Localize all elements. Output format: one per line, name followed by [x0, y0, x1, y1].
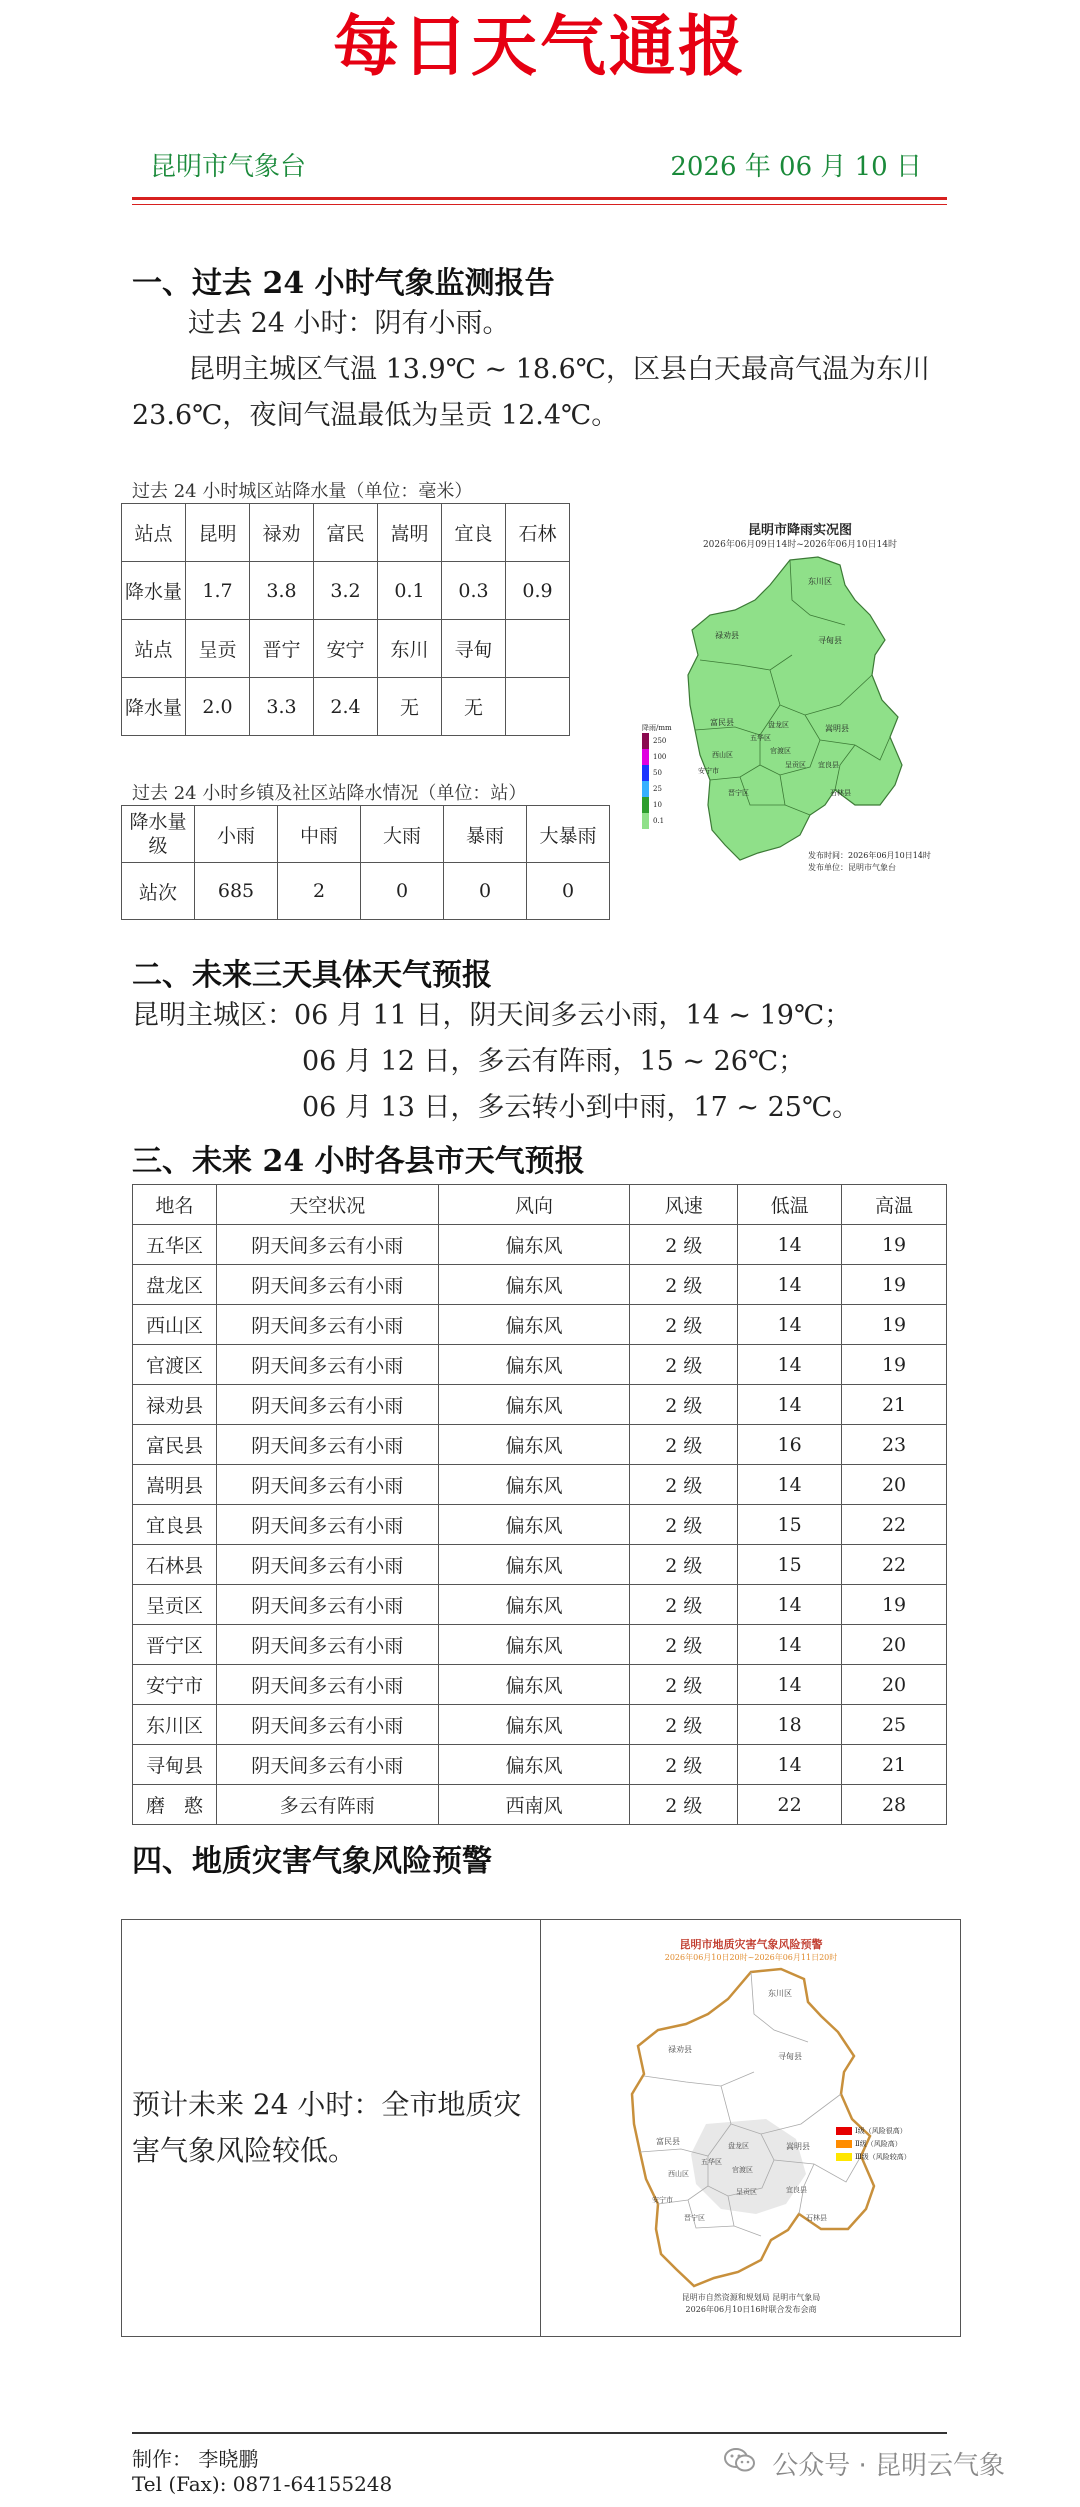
rainfall-legend-item	[642, 733, 666, 749]
rainfall-map	[640, 505, 960, 905]
geohazard-legend-item	[836, 2137, 911, 2150]
header-divider-bottom	[132, 204, 947, 205]
precip-urban-row	[122, 562, 570, 620]
report-date: 2026 年 06 月 10 日	[670, 152, 922, 182]
svg-text:官渡区: 官渡区	[770, 747, 791, 755]
geohazard-legend-swatch	[836, 2127, 852, 2135]
forecast-cell: 宜良县	[133, 1505, 217, 1545]
precip-township-cell: 中雨	[278, 806, 361, 863]
svg-text:嵩明县: 嵩明县	[825, 724, 849, 733]
geohazard-box-divider	[540, 1920, 541, 2336]
forecast-cell: 阴天间多云有小雨	[216, 1265, 438, 1305]
forecast-cell: 19	[842, 1345, 947, 1385]
precip-township-cell: 0	[361, 863, 444, 920]
precip-urban-cell: 禄劝	[250, 504, 314, 562]
forecast-cell: 23	[842, 1425, 947, 1465]
forecast-cell: 28	[842, 1785, 947, 1825]
forecast-cell: 22	[738, 1785, 842, 1825]
forecast-cell: 寻甸县	[133, 1745, 217, 1785]
forecast-cell: 安宁市	[133, 1665, 217, 1705]
rainfall-legend-item	[642, 765, 666, 781]
geohazard-legend-swatch	[836, 2140, 852, 2148]
forecast-cell: 偏东风	[438, 1585, 630, 1625]
forecast-cell: 2 级	[630, 1585, 738, 1625]
forecast-cell: 偏东风	[438, 1225, 630, 1265]
forecast-cell: 偏东风	[438, 1305, 630, 1345]
precip-table-township	[121, 805, 610, 920]
svg-text:富民县: 富民县	[656, 2137, 680, 2146]
forecast-cell: 阴天间多云有小雨	[216, 1385, 438, 1425]
forecast-cell: 2 级	[630, 1225, 738, 1265]
geohazard-legend-label: Ⅲ级（风险较高）	[855, 2152, 911, 2161]
forecast-cell: 五华区	[133, 1225, 217, 1265]
section1-line3: 23.6℃，夜间气温最低为呈贡 12.4℃。	[132, 400, 619, 431]
forecast-table-row	[133, 1345, 947, 1385]
forecast-cell: 2 级	[630, 1465, 738, 1505]
precip-urban-cell: 无	[442, 678, 506, 736]
forecast-table-row	[133, 1785, 947, 1825]
svg-text:寻甸县: 寻甸县	[778, 2052, 802, 2061]
forecast-cell: 14	[738, 1265, 842, 1305]
svg-text:安宁市: 安宁市	[698, 767, 719, 775]
rainfall-map-subtitle: 2026年06月09日14时~2026年06月10日14时	[702, 540, 898, 550]
forecast-cell: 14	[738, 1745, 842, 1785]
precip-urban-cell: 站点	[122, 504, 186, 562]
geohazard-forecast-text: 预计未来 24 小时：全市地质灾害气象风险较低。	[132, 2088, 522, 2167]
precip-township-row	[122, 806, 610, 863]
rainfall-legend-swatch	[642, 749, 649, 765]
forecast-cell: 20	[842, 1625, 947, 1665]
svg-text:西山区: 西山区	[712, 751, 733, 759]
rainfall-legend-swatch	[642, 781, 649, 797]
forecast-cell: 呈贡区	[133, 1585, 217, 1625]
precip-urban-cell: 宜良	[442, 504, 506, 562]
precip-urban-cell	[506, 620, 570, 678]
forecast-cell: 2 级	[630, 1745, 738, 1785]
svg-text:安宁市: 安宁市	[652, 2196, 673, 2204]
rainfall-map-title: 昆明市降雨实况图	[747, 523, 852, 538]
forecast-cell: 盘龙区	[133, 1265, 217, 1305]
forecast-cell: 多云有阵雨	[216, 1785, 438, 1825]
precip-urban-cell: 寻甸	[442, 620, 506, 678]
forecast-table-row	[133, 1465, 947, 1505]
forecast-day2: 06 月 12 日，多云有阵雨，15 ~ 26℃；	[302, 1046, 806, 1077]
forecast-cell: 2 级	[630, 1385, 738, 1425]
svg-text:官渡区: 官渡区	[732, 2166, 753, 2174]
forecast-table-row	[133, 1705, 947, 1745]
precip-urban-row	[122, 620, 570, 678]
rainfall-map-shape	[640, 505, 960, 905]
forecast-cell: 西山区	[133, 1305, 217, 1345]
precip-township-row	[122, 863, 610, 920]
geohazard-legend-label: Ⅱ级（风险高）	[855, 2139, 902, 2148]
forecast-cell: 14	[738, 1305, 842, 1345]
forecast-cell: 19	[842, 1585, 947, 1625]
rainfall-legend-value: 10	[653, 801, 662, 809]
forecast-cell: 14	[738, 1665, 842, 1705]
precip-township-cell: 大暴雨	[527, 806, 610, 863]
svg-text:宜良县: 宜良县	[786, 2186, 807, 2194]
forecast-table-row	[133, 1585, 947, 1625]
forecast-day3: 06 月 13 日，多云转小到中雨，17 ~ 25℃。	[302, 1092, 860, 1123]
forecast-table-row	[133, 1265, 947, 1305]
forecast-cell: 阴天间多云有小雨	[216, 1505, 438, 1545]
forecast-cell: 东川区	[133, 1705, 217, 1745]
forecast-table-row	[133, 1225, 947, 1265]
forecast-header-cell: 风速	[630, 1185, 738, 1225]
wechat-icon	[724, 2447, 756, 2480]
forecast-cell: 2 级	[630, 1705, 738, 1745]
forecast-cell: 阴天间多云有小雨	[216, 1305, 438, 1345]
precip-urban-cell: 3.2	[314, 562, 378, 620]
forecast-cell: 磨 憨	[133, 1785, 217, 1825]
forecast-cell: 偏东风	[438, 1745, 630, 1785]
svg-text:晋宁区: 晋宁区	[728, 789, 749, 797]
forecast-cell: 14	[738, 1225, 842, 1265]
precip-urban-cell: 嵩明	[378, 504, 442, 562]
precip-urban-cell: 站点	[122, 620, 186, 678]
precip-urban-cell: 安宁	[314, 620, 378, 678]
forecast-cell: 2 级	[630, 1545, 738, 1585]
precip-township-cell: 小雨	[195, 806, 278, 863]
forecast-cell: 19	[842, 1265, 947, 1305]
forecast-table-row	[133, 1425, 947, 1465]
forecast-cell: 阴天间多云有小雨	[216, 1425, 438, 1465]
report-title: 每日天气通报	[333, 7, 747, 85]
precip-table-urban	[121, 503, 570, 736]
precip-urban-cell: 降水量	[122, 562, 186, 620]
precip-urban-cell: 降水量	[122, 678, 186, 736]
forecast-cell: 偏东风	[438, 1345, 630, 1385]
forecast-cell: 阴天间多云有小雨	[216, 1465, 438, 1505]
header-divider-top	[132, 197, 947, 200]
svg-text:富民县: 富民县	[710, 718, 734, 727]
forecast-cell: 18	[738, 1705, 842, 1745]
geohazard-legend-item	[836, 2124, 911, 2137]
forecast-cell: 2 级	[630, 1665, 738, 1705]
forecast-table-row	[133, 1625, 947, 1665]
rainfall-legend-swatch	[642, 813, 649, 829]
svg-text:盘龙区: 盘龙区	[728, 2142, 749, 2150]
forecast-header-cell: 风向	[438, 1185, 630, 1225]
forecast-cell: 晋宁区	[133, 1625, 217, 1665]
forecast-cell: 禄劝县	[133, 1385, 217, 1425]
precip-township-cell: 大雨	[361, 806, 444, 863]
precip-urban-cell: 昆明	[186, 504, 250, 562]
precip-urban-cell: 0.9	[506, 562, 570, 620]
geohazard-map-title: 昆明市地质灾害气象风险预警	[679, 1938, 823, 1951]
precip-urban-cell: 3.3	[250, 678, 314, 736]
geohazard-map-subtitle: 2026年06月10日20时~2026年06月11日20时	[664, 1953, 838, 1962]
forecast-cell: 20	[842, 1465, 947, 1505]
svg-text:嵩明县: 嵩明县	[786, 2142, 810, 2151]
precip-urban-row	[122, 504, 570, 562]
forecast-table-row	[133, 1665, 947, 1705]
precip-urban-cell: 2.0	[186, 678, 250, 736]
geohazard-map-issue-time: 2026年06月10日16时联合发布会商	[685, 2305, 817, 2314]
forecast-cell: 20	[842, 1665, 947, 1705]
forecast-cell: 19	[842, 1225, 947, 1265]
forecast-cell: 富民县	[133, 1425, 217, 1465]
svg-text:东川区: 东川区	[808, 577, 832, 586]
forecast-cell: 偏东风	[438, 1505, 630, 1545]
geohazard-legend	[836, 2124, 911, 2163]
forecast-cell: 西南风	[438, 1785, 630, 1825]
forecast-cell: 14	[738, 1345, 842, 1385]
rainfall-legend-item	[642, 797, 666, 813]
forecast-cell: 25	[842, 1705, 947, 1745]
forecast-table-row	[133, 1385, 947, 1425]
forecast-table-row	[133, 1745, 947, 1785]
svg-text:呈贡区: 呈贡区	[736, 2188, 757, 2196]
forecast-header-cell: 天空状况	[216, 1185, 438, 1225]
precip-township-cell: 685	[195, 863, 278, 920]
geohazard-map-issuer: 昆明市自然资源和规划局 昆明市气象局	[681, 2293, 821, 2302]
forecast-cell: 偏东风	[438, 1625, 630, 1665]
rainfall-legend-item	[642, 781, 666, 797]
svg-text:禄劝县: 禄劝县	[715, 631, 739, 640]
wechat-account-label: 公众号 · 昆明云气象	[772, 2451, 1006, 2481]
forecast-cell: 偏东风	[438, 1265, 630, 1305]
county-forecast-table	[132, 1184, 947, 1825]
precip-urban-cell: 2.4	[314, 678, 378, 736]
forecast-cell: 14	[738, 1465, 842, 1505]
forecast-table-header	[133, 1185, 947, 1225]
forecast-cell: 21	[842, 1385, 947, 1425]
forecast-cell: 2 级	[630, 1505, 738, 1545]
rainfall-legend-swatch	[642, 765, 649, 781]
forecast-cell: 2 级	[630, 1785, 738, 1825]
precip-township-cell: 2	[278, 863, 361, 920]
forecast-cell: 2 级	[630, 1305, 738, 1345]
forecast-header-cell: 低温	[738, 1185, 842, 1225]
section2-heading: 二、未来三天具体天气预报	[132, 958, 492, 993]
forecast-cell: 偏东风	[438, 1705, 630, 1745]
rainfall-legend-value: 25	[653, 785, 662, 793]
precip-township-cell: 站次	[122, 863, 195, 920]
forecast-cell: 阴天间多云有小雨	[216, 1225, 438, 1265]
section1-line2: 昆明主城区气温 13.9℃ ~ 18.6℃，区县白天最高气温为东川	[188, 354, 931, 385]
precip-township-cell: 0	[527, 863, 610, 920]
rainfall-legend-item	[642, 749, 666, 765]
forecast-cell: 阴天间多云有小雨	[216, 1665, 438, 1705]
section1-line1: 过去 24 小时：阴有小雨。	[188, 308, 510, 339]
precip-urban-cell: 0.1	[378, 562, 442, 620]
precip-urban-cell: 1.7	[186, 562, 250, 620]
precip-urban-cell: 东川	[378, 620, 442, 678]
forecast-cell: 阴天间多云有小雨	[216, 1545, 438, 1585]
rainfall-legend-swatch	[642, 733, 649, 749]
forecast-cell: 22	[842, 1545, 947, 1585]
forecast-table-row	[133, 1505, 947, 1545]
table2-caption: 过去 24 小时乡镇及社区站降水情况（单位：站）	[132, 783, 527, 804]
forecast-cell: 偏东风	[438, 1385, 630, 1425]
precip-urban-cell: 富民	[314, 504, 378, 562]
forecast-cell: 偏东风	[438, 1465, 630, 1505]
section1-heading: 一、过去 24 小时气象监测报告	[132, 266, 555, 301]
forecast-cell: 16	[738, 1425, 842, 1465]
precip-township-cell: 暴雨	[444, 806, 527, 863]
precip-urban-cell	[506, 678, 570, 736]
section4-heading: 四、地质灾害气象风险预警	[132, 1844, 492, 1879]
rainfall-legend-item	[642, 813, 666, 829]
forecast-cell: 21	[842, 1745, 947, 1785]
precip-urban-cell: 无	[378, 678, 442, 736]
forecast-table-row	[133, 1545, 947, 1585]
forecast-cell: 14	[738, 1385, 842, 1425]
geohazard-map	[556, 1924, 946, 2324]
svg-text:晋宁区: 晋宁区	[684, 2214, 705, 2222]
forecast-cell: 14	[738, 1585, 842, 1625]
forecast-cell: 偏东风	[438, 1425, 630, 1465]
footer-telephone: Tel (Fax): 0871-64155248	[132, 2472, 393, 2496]
precip-township-cell: 0	[444, 863, 527, 920]
precip-urban-cell: 呈贡	[186, 620, 250, 678]
geohazard-legend-swatch	[836, 2153, 852, 2161]
rainfall-legend-value: 50	[653, 769, 662, 777]
rainfall-map-issuer: 发布单位：昆明市气象台	[808, 863, 896, 872]
forecast-cell: 2 级	[630, 1345, 738, 1385]
forecast-cell: 22	[842, 1505, 947, 1545]
footer-maker: 制作： 李晓鹏	[132, 2447, 259, 2471]
rainfall-legend-value: 0.1	[653, 817, 665, 825]
svg-text:西山区: 西山区	[668, 2170, 689, 2178]
svg-text:呈贡区: 呈贡区	[785, 761, 806, 769]
forecast-cell: 2 级	[630, 1625, 738, 1665]
precip-urban-cell: 晋宁	[250, 620, 314, 678]
forecast-cell: 2 级	[630, 1425, 738, 1465]
rainfall-legend-title: 降雨/mm	[642, 724, 672, 732]
rainfall-legend-swatch	[642, 797, 649, 813]
forecast-day1: 昆明主城区：06 月 11 日，阴天间多云小雨，14 ~ 19℃；	[132, 1000, 852, 1031]
geohazard-legend-item	[836, 2150, 911, 2163]
forecast-cell: 19	[842, 1305, 947, 1345]
forecast-header-cell: 高温	[842, 1185, 947, 1225]
forecast-cell: 阴天间多云有小雨	[216, 1705, 438, 1745]
svg-text:盘龙区: 盘龙区	[768, 721, 789, 729]
issuing-organization: 昆明市气象台	[150, 152, 307, 182]
forecast-cell: 阴天间多云有小雨	[216, 1745, 438, 1785]
precip-township-cell: 降水量级	[122, 806, 195, 863]
precip-urban-cell: 3.8	[250, 562, 314, 620]
svg-text:禄劝县: 禄劝县	[668, 2045, 692, 2054]
svg-text:东川区: 东川区	[768, 1989, 792, 1998]
table1-caption: 过去 24 小时城区站降水量（单位：毫米）	[132, 481, 473, 502]
forecast-cell: 石林县	[133, 1545, 217, 1585]
footer-divider	[132, 2432, 947, 2434]
rainfall-legend-value: 250	[653, 737, 667, 745]
precip-urban-cell: 0.3	[442, 562, 506, 620]
svg-text:宜良县: 宜良县	[818, 761, 839, 769]
rainfall-legend	[642, 733, 666, 829]
wechat-watermark	[724, 2445, 1005, 2482]
forecast-table-row	[133, 1305, 947, 1345]
svg-text:五华区: 五华区	[701, 2158, 722, 2166]
rainfall-map-issue-time: 发布时间：2026年06月10日14时	[808, 851, 931, 860]
svg-text:五华区: 五华区	[750, 734, 771, 742]
forecast-cell: 偏东风	[438, 1665, 630, 1705]
svg-text:寻甸县: 寻甸县	[818, 636, 842, 645]
forecast-cell: 14	[738, 1625, 842, 1665]
svg-text:石林县: 石林县	[806, 2214, 827, 2222]
forecast-cell: 15	[738, 1545, 842, 1585]
forecast-cell: 嵩明县	[133, 1465, 217, 1505]
svg-text:石林县: 石林县	[830, 789, 851, 797]
forecast-cell: 2 级	[630, 1265, 738, 1305]
precip-urban-row	[122, 678, 570, 736]
precip-urban-cell: 石林	[506, 504, 570, 562]
forecast-header-cell: 地名	[133, 1185, 217, 1225]
forecast-cell: 阴天间多云有小雨	[216, 1585, 438, 1625]
forecast-cell: 官渡区	[133, 1345, 217, 1385]
section3-heading: 三、未来 24 小时各县市天气预报	[132, 1144, 585, 1179]
forecast-cell: 阴天间多云有小雨	[216, 1625, 438, 1665]
forecast-cell: 15	[738, 1505, 842, 1545]
forecast-cell: 阴天间多云有小雨	[216, 1345, 438, 1385]
geohazard-legend-label: Ⅰ级（风险很高）	[855, 2126, 907, 2135]
rainfall-legend-value: 100	[653, 753, 667, 761]
forecast-cell: 偏东风	[438, 1545, 630, 1585]
